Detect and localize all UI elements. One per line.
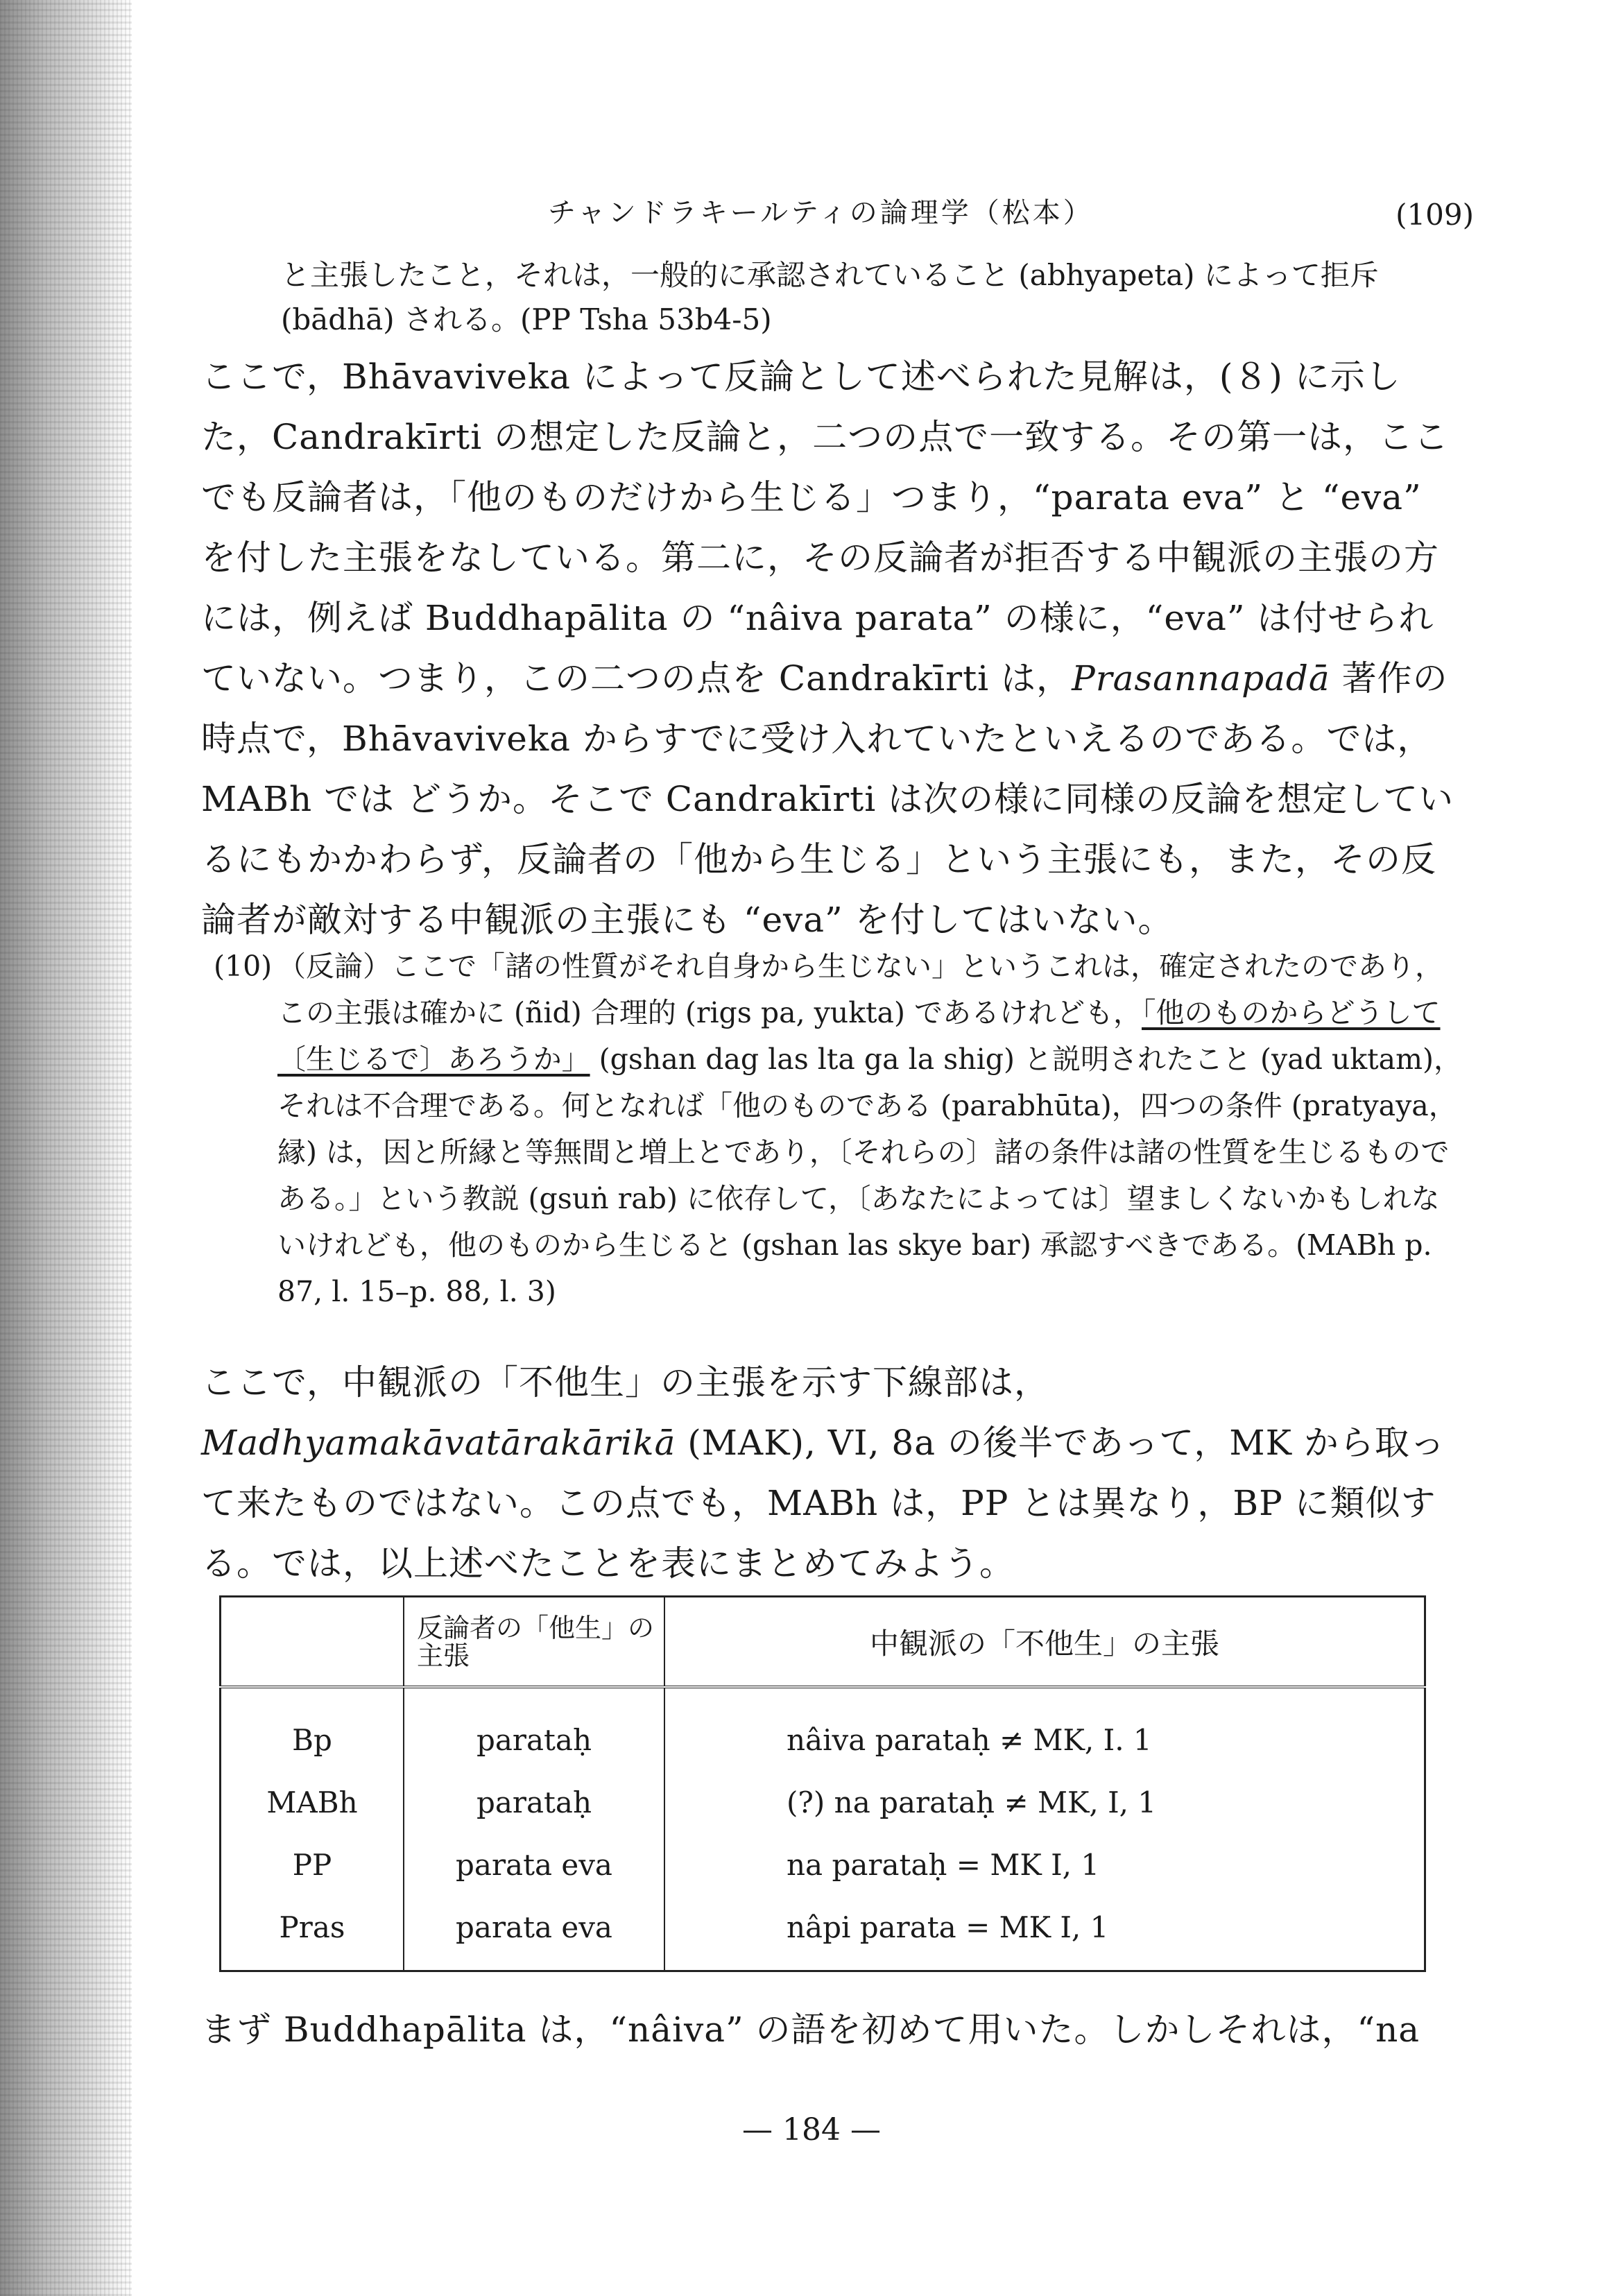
page-footer: — 184 — [742, 2112, 881, 2148]
page-header [548, 191, 1474, 239]
table-header-cell [221, 1597, 404, 1688]
table-cell: MABh [221, 1771, 404, 1833]
paragraph-2 [201, 1353, 1463, 1594]
quotation-text-b: (gshan dag las lta ga la shig) と説明されたこと (yad uktam)，それは不合理である。何となれば「他のものである (parabhūta)，四つの条件 (pratyaya，縁) は，因と所縁と等無間と増上とであり，〔それらの〕諸の条件は諸の性質を生じるものである。」という教説 (gsuṅ rab) に依存して，〔あなたによっては〕望ましくないかもしれないけれども，他のものから生じると (gshan las skye bar) 承認すべきである。(MABh p. 87, l. 15–p. 88, l. 3) [277, 1043, 1462, 1308]
title-prasannapada: Prasannapadā [1072, 658, 1330, 699]
table-cell: nâiva parataḥ ≠ MK, I. 1 [664, 1687, 1425, 1771]
quotation-text-a: （反論）ここで「諸の性質がそれ自身から生じない」というこれは，確定されたのであり，この主張は確かに (ñid) 合理的 (rigs pa, yukta) であるけれども， [277, 950, 1443, 1029]
paragraph-1 [201, 347, 1463, 950]
table-cell: Pras [221, 1896, 404, 1971]
table-row [221, 1833, 1425, 1896]
table-cell: nâpi parata = MK I, 1 [664, 1896, 1425, 1971]
paragraph-2-text-a: ここで，中観派の「不他生」の主張を示す下線部は， [201, 1362, 1049, 1403]
table-cell: parataḥ [404, 1771, 664, 1833]
table-cell: parataḥ [404, 1687, 664, 1771]
paragraph-3: まず Buddhapālita は，“nâiva” の語を初めて用いた。しかしそれは，“na [201, 2010, 1420, 2050]
paragraph-2-text-b: (MAK), VI, 8a の後半であって，MK から取って来たものではない。この点でも，MABh は，PP とは異なり，BP に類似する。では，以上述べたことを表にまとめてみよう。 [201, 1423, 1445, 1584]
table-cell: (?) na parataḥ ≠ MK, I, 1 [664, 1771, 1425, 1833]
quotation-number: (10) [214, 950, 273, 983]
page-number: (109) [1396, 198, 1474, 232]
title-mak: Madhyamakāvatārakārikā [201, 1423, 676, 1463]
table-header-cell: 反論者の「他生」の主張 [404, 1597, 664, 1688]
scan-shadow [0, 0, 132, 2296]
table-cell: na parataḥ = MK I, 1 [664, 1833, 1425, 1896]
table-header-row [221, 1597, 1425, 1688]
table-row [221, 1771, 1425, 1833]
underlined-phrase: 「他のものからどうして〔生じるで〕あろうか」 [277, 996, 1441, 1076]
table-row [221, 1687, 1425, 1771]
summary-table [219, 1595, 1426, 1972]
table-cell: Bp [221, 1687, 404, 1771]
table-cell: parata eva [404, 1896, 664, 1971]
table-row [221, 1896, 1425, 1971]
paragraph-1-text-a: ここで，Bhāvaviveka によって反論として述べられた見解は，(８) に示した，Candrakīrti の想定した反論と，二つの点で一致する。その第一は，ここでも反論者は，「他のものだけから生じる」つまり，“parata eva” と “eva” を付した主張をなしている。第二に，その反論者が拒否する中観派の主張の方には，例えば Buddhapālita の “nâiva parata” の様に，“eva” は付せられていない。つまり，この二つの点を Candrakīrti は， [201, 357, 1450, 699]
quotation-text [277, 943, 1463, 1315]
table-cell: PP [221, 1833, 404, 1896]
running-title: チャンドラキールティの論理学（松本） [548, 197, 1094, 229]
paragraph-1-text-b: 著作の時点で，Bhāvaviveka からすでに受け入れていたといえるのである。では，MABh では どうか。そこで Candrakīrti は次の様に同様の反論を想定しているにもかかわらず，反論者の「他から生じる」という主張にも，また，その反論者が敵対する中観派の主張にも “eva” を付してはいない。 [201, 658, 1454, 940]
continuation-text: と主張したこと，それは，一般的に承認されていること (abhyapeta) によって拒斥 (bādhā) される。(PP Tsha 53b4-5) [281, 258, 1379, 336]
table-header-cell: 中観派の「不他生」の主張 [664, 1597, 1425, 1688]
table-cell: parata eva [404, 1833, 664, 1896]
